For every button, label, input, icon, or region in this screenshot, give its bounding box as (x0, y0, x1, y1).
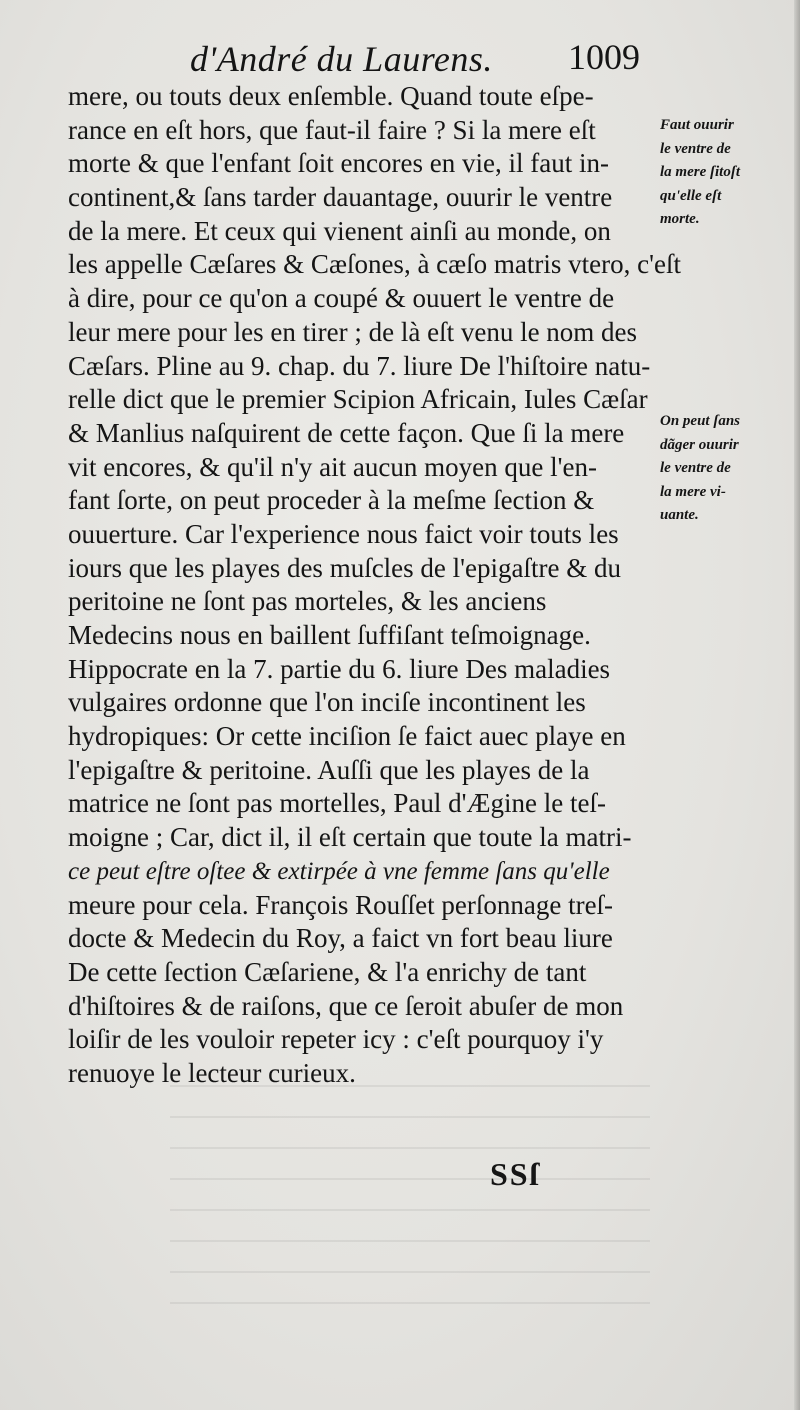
margin-note-cesarean-living-mother (660, 410, 780, 528)
text-line: mere, ou touts deux enſemble. Quand toute eſpe- (68, 81, 594, 111)
text-line: continent,& ſans tarder dauantage, ouurir le ventre (68, 182, 613, 213)
text-line: renuoye le lecteur curieux. (68, 1057, 356, 1088)
text-line: loiſir de les vouloir repeter icy : c'eſt pourquoy i'y (68, 1024, 604, 1055)
text-line: peritoine ne ſont pas morteles, & les anciens (68, 586, 547, 617)
text-line: à dire, pour ce qu'on a coupé & ouuert le ventre de (68, 283, 615, 314)
margin-note-line: Faut ouurir (660, 117, 734, 133)
margin-note-line: morte. (660, 211, 700, 227)
text-line: docte & Medecin du Roy, a faict vn fort beau liure (68, 923, 613, 954)
text-line: Medecins nous en baillent ſuffiſant teſmoignage. (68, 620, 591, 650)
text-line: l'epigaſtre & peritoine. Auſſi que les playes de la (68, 754, 590, 785)
text-line: Cæſars. Pline au 9. chap. du 7. liure De l'hiſtoire natu- (68, 350, 651, 381)
printer-signature-mark: SSſ (490, 1156, 541, 1192)
text-line-italic: ce peut eſtre oſtee & extirpée à vne femme ſans qu'elle (68, 857, 610, 885)
text-line: vit encores, & qu'il n'y ait aucun moyen que l'en- (68, 451, 597, 482)
text-line: moigne ; Car, dict il, il eſt certain que toute la matri- (68, 822, 632, 853)
text-line: de la mere. Et ceux qui vienent ainſi au monde, on (68, 215, 611, 246)
text-line: fant ſorte, on peut proceder à la meſme ſection & (68, 485, 595, 516)
margin-note-cesarean-dead-mother (660, 114, 780, 232)
text-line: d'hiſtoires & de raiſons, que ce ſeroit abuſer de mon (68, 990, 624, 1021)
text-line: hydropiques: Or cette inciſion ſe faict auec playe en (68, 721, 626, 752)
text-line: De cette ſection Cæſariene, & l'a enrichy de tant (68, 956, 587, 987)
text-line: matrice ne ſont pas mortelles, Paul d'Ægine le teſ- (68, 788, 606, 819)
page-number: 1009 (568, 37, 640, 77)
text-line: Hippocrate en la 7. partie du 6. liure Des maladies (68, 653, 611, 684)
text-line: rance en eſt hors, que faut-il faire ? Si la mere eſt (68, 114, 596, 145)
text-line: relle dict que le premier Scipion Africain, Iules Cæſar (68, 384, 648, 415)
text-line: & Manlius naſquirent de cette façon. Que ſi la mere (68, 417, 625, 448)
running-head-title: d'André du Laurens. (190, 39, 493, 79)
text-line: meure pour cela. François Rouſſet perſonnage treſ- (68, 889, 614, 920)
margin-note-line: la mere vi- (660, 483, 726, 500)
text-line: morte & que l'enfant ſoit encores en vie, il faut in- (68, 148, 609, 179)
margin-note-line: qu'elle eſt (660, 187, 722, 204)
margin-note-line: la mere ſitoſt (660, 164, 740, 180)
bleed-through-text (170, 1085, 650, 1315)
margin-note-line: le ventre de (660, 140, 731, 157)
text-line: ouuerture. Car l'experience nous faict voir touts les (68, 518, 619, 549)
text-line: iours que les playes des muſcles de l'epigaſtre & du (68, 552, 621, 583)
text-line: leur mere pour les en tirer ; de là eſt venu le nom des (68, 316, 638, 347)
margin-note-line: dãger ouurir (660, 436, 739, 453)
margin-note-line: uante. (660, 507, 699, 523)
margin-note-line: le ventre de (660, 460, 731, 476)
text-line: vulgaires ordonne que l'on inciſe incontinent les (68, 687, 586, 718)
text-line: les appelle Cæſares & Cæſones, à cæſo matris vtero, c'eſt (68, 249, 681, 280)
page-edge-shadow (794, 0, 800, 1410)
margin-note-line: On peut ſans (660, 413, 741, 429)
